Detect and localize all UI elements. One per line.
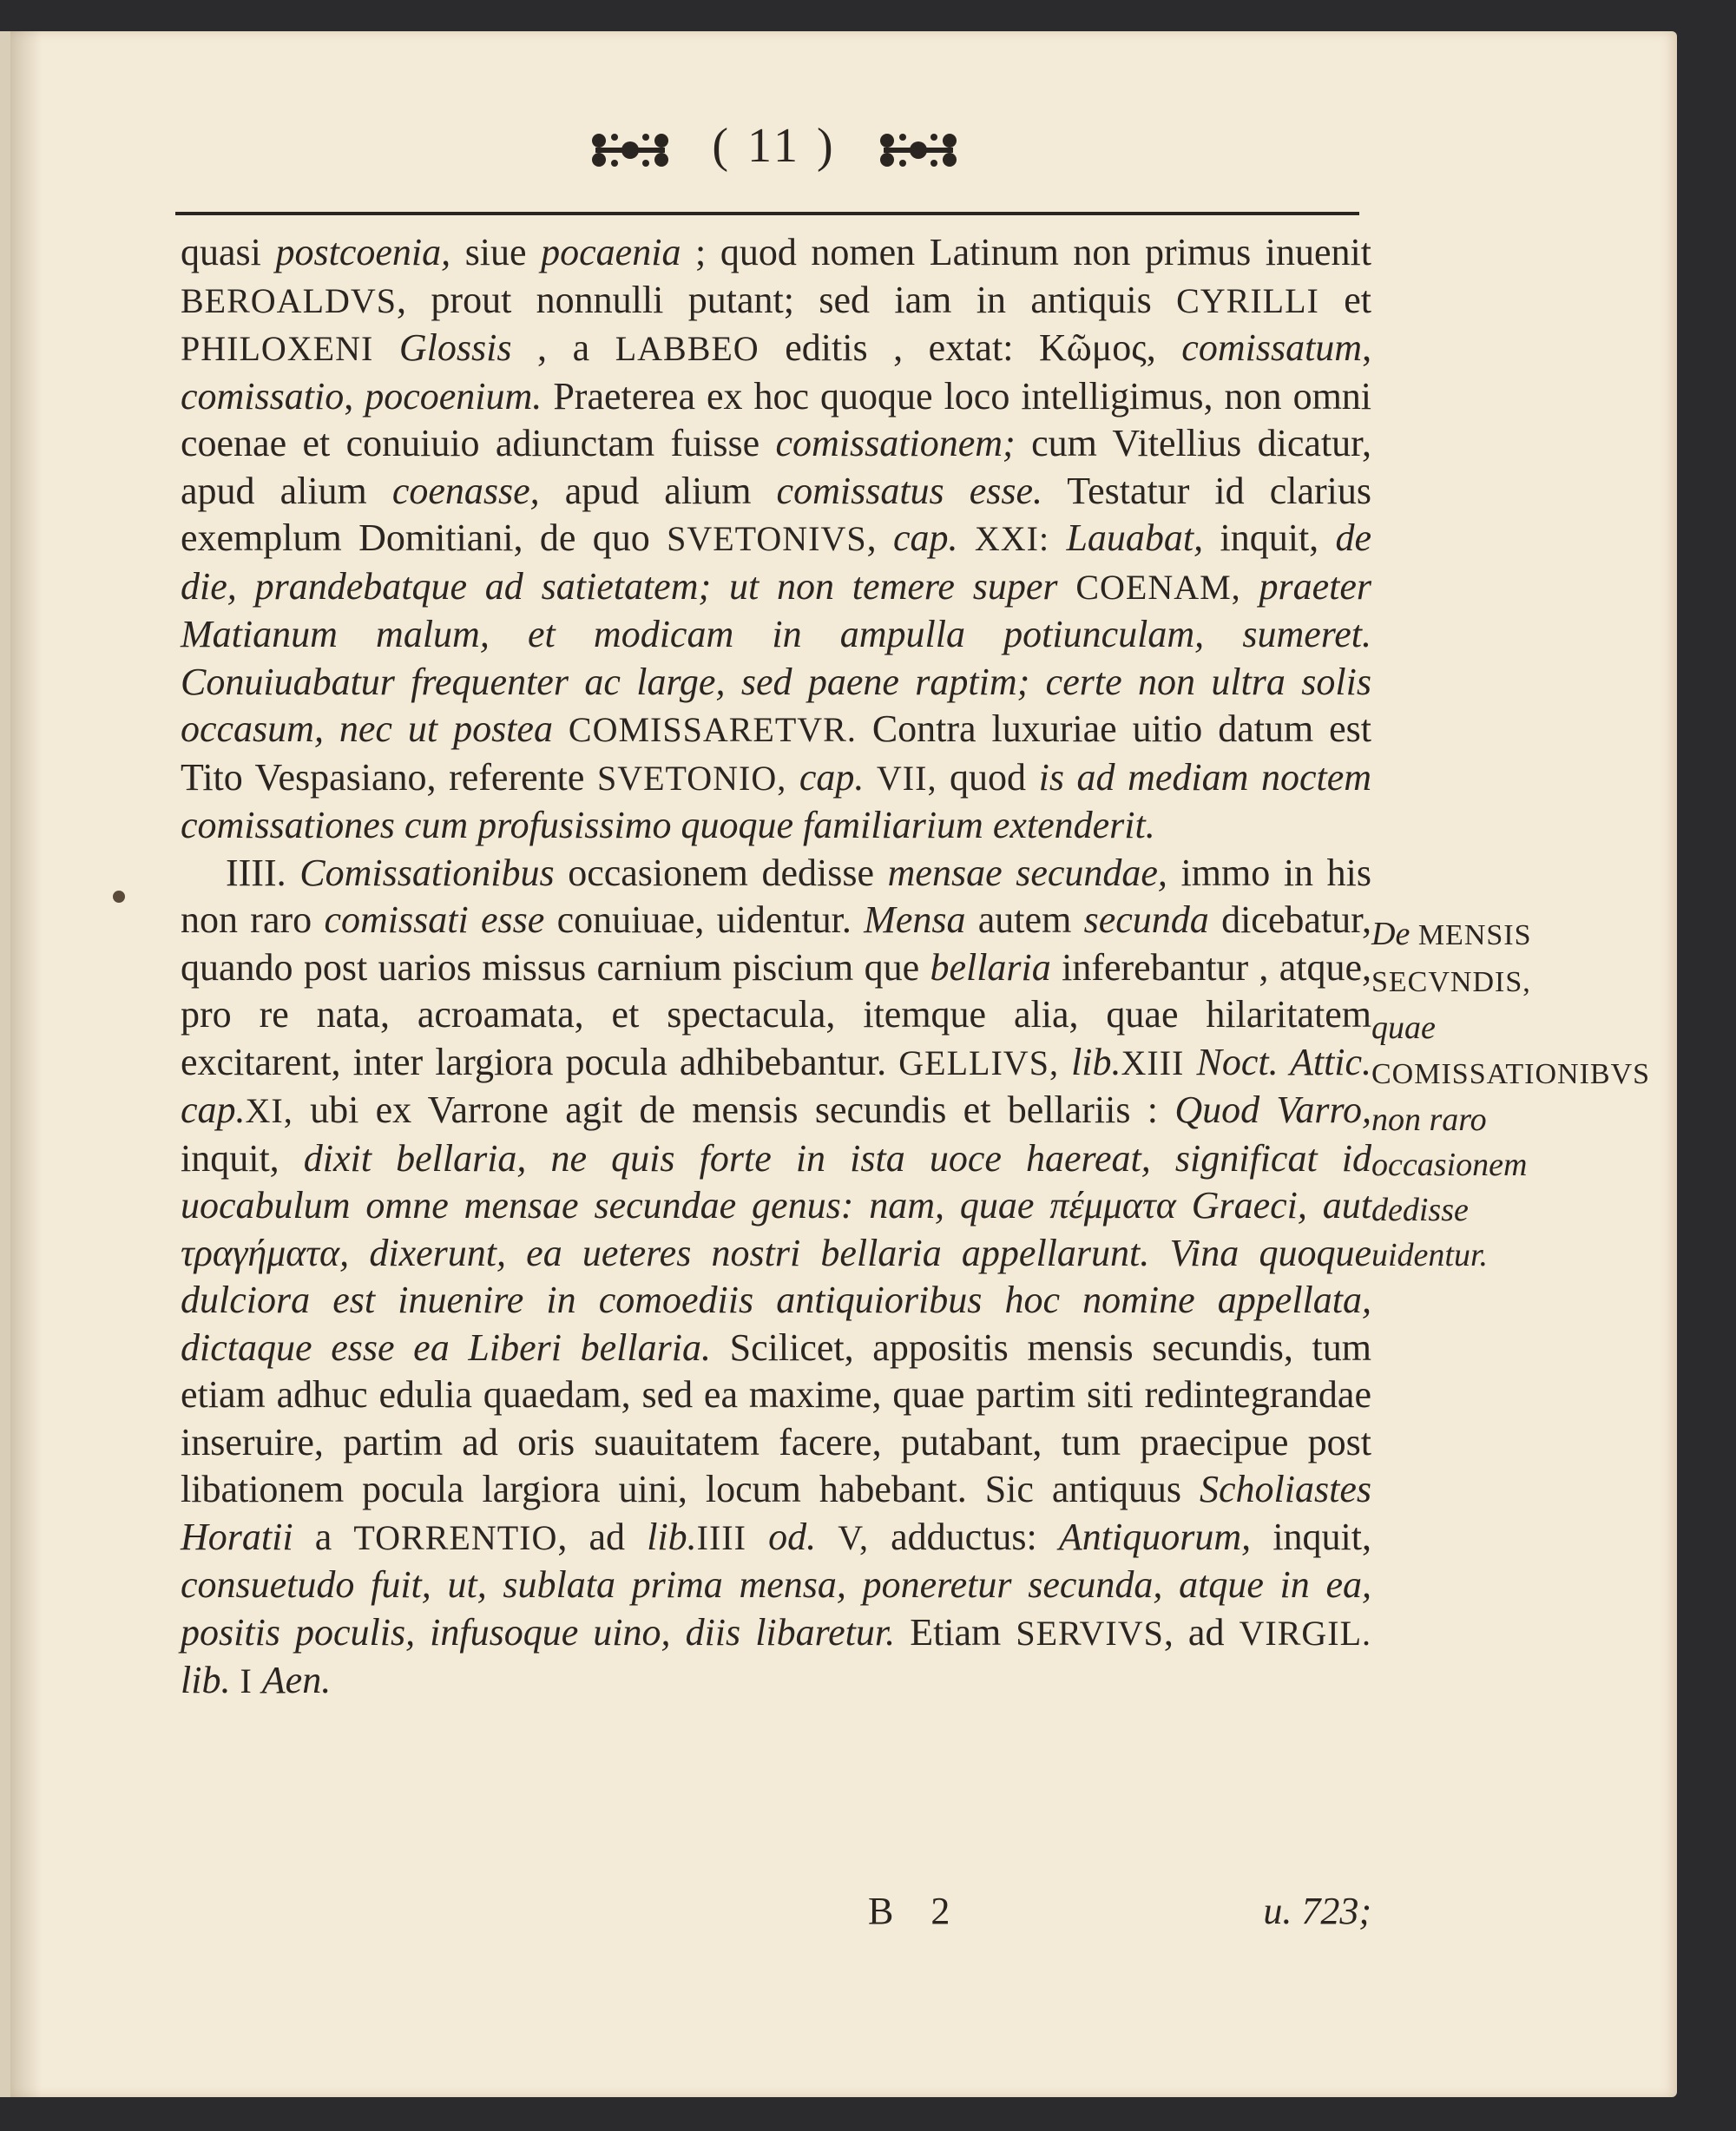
fleuron-left-icon xyxy=(587,128,674,172)
ink-spot xyxy=(113,891,125,903)
header-rule xyxy=(175,212,1359,215)
page-number: ( 11 ) xyxy=(712,119,837,173)
fleuron-right-icon xyxy=(875,128,962,172)
catchword: u. 723; xyxy=(1263,1890,1371,1932)
main-text xyxy=(181,229,1371,1706)
paragraph-1: quasi postcoenia, siue pocaenia ; quod nomen Latinum non primus inuenit BEROALDVS, prout nonnulli putant; sed iam in antiquis CYRILLI et PHILOXENI Glossis , a LABBEO editis , extat: Κῶμος, comissatum, comissatio, pocoenium. Praeterea ex hoc quoque loco intelligimus, non omni coenae et conuiuio adiunctam fuisse comissationem; cum Vitellius dicatur, apud alium coenasse, apud alium comissatus esse. Testatur id clarius exemplum Domitiani, de quo SVETONIVS, cap. XXI: Lauabat, inquit, de die, prandebatque ad satietatem; ut non temere super COENAM, praeter Matianum malum, et modicam in ampulla potiunculam, sumeret. Conuiuabatur frequenter ac large, sed paene raptim; certe non ultra solis occasum, nec ut postea COMISSARETVR. Contra luxuriae uitio datum est Tito Vespasiano, referente SVETONIO, cap. VII, quod is ad mediam noctem comissationes cum profusissimo quoque familiarium extenderit. xyxy=(181,231,1372,846)
marginal-note: De MENSIS SECVNDIS, quae COMISSATIONIBVS non raro occasionem dedisse uidentur. xyxy=(1371,916,1651,1273)
running-head xyxy=(175,118,1373,174)
signature-mark: B 2 xyxy=(868,1890,964,1932)
book-page xyxy=(0,31,1677,2097)
page-footer xyxy=(181,1889,1371,1941)
paragraph-2: IIII. Comissationibus occasionem dedisse mensae secundae, immo in his non raro comissati esse conuiuae, uidentur. Mensa autem secunda dicebatur, quando post uarios missus carnium piscium que bellaria inferebantur , atque, pro re nata, acroamata, et spectacula, itemque alia, quae hilaritatem excitarent, inter largiora pocula adhibebantur. GELLIVS, lib.XIII Noct. Attic. cap.XI, ubi ex Varrone agit de mensis secundis et bellariis : Quod Varro, inquit, dixit bellaria, ne quis forte in ista uoce haereat, significat id uocabulum omne mensae secundae genus: nam, quae πέμματα Graeci, aut τραγήματα, dixerunt, ea ueteres nostri bellaria appellarunt. Vina quoque dulciora est inuenire in comoediis antiquioribus hoc nomine appellata, dictaque esse ea Liberi bellaria. Scilicet, appositis mensis secundis, tum etiam adhuc edulia quaedam, sed ea maxime, quae partim siti redintegrandae inseruire, partim ad oris suauitatem facere, putabant, tum praecipue post libationem pocula largiora uini, locum habebant. Sic antiquus Scholiastes Horatii a TORRENTIO, ad lib.IIII od. V, adductus: Antiquorum, inquit, consuetudo fuit, ut, sublata prima mensa, poneretur secunda, atque in ea, positis poculis, infusoque uino, diis libaretur. Etiam SERVIVS, ad VIRGIL. lib. I Aen. xyxy=(181,851,1372,1701)
